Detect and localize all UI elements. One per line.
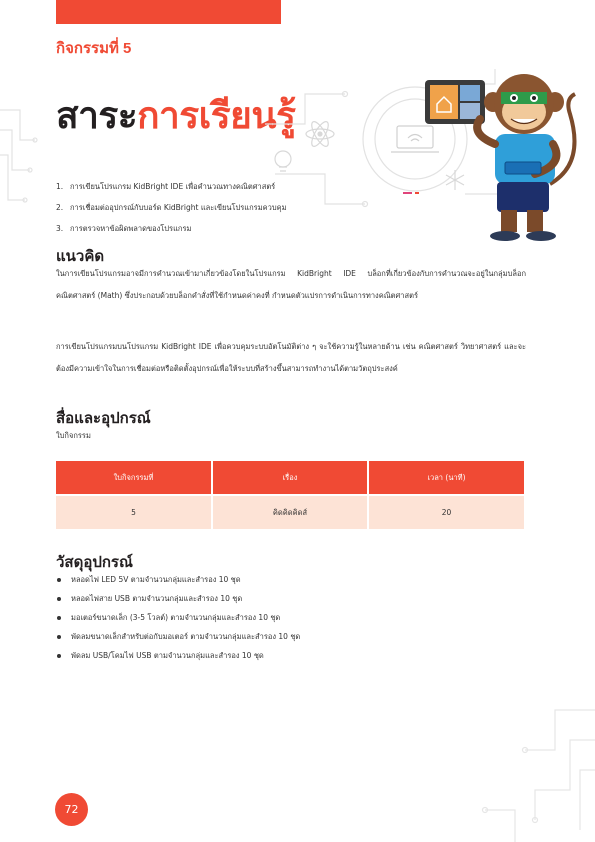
table-row [56, 495, 524, 529]
goal-text: การเขียนโปรแกรม KidBright IDE เพื่อคำนวณทางคณิตศาสตร์ [70, 182, 276, 191]
page-title [56, 92, 296, 140]
table-header-cell: เวลา (นาที) [368, 461, 524, 495]
table-header-row [56, 461, 524, 495]
bullet-icon [57, 597, 61, 601]
list-item [56, 180, 287, 201]
laptop-icon [391, 126, 439, 152]
list-item [56, 630, 300, 649]
goal-number: 2. [56, 203, 64, 212]
goal-number: 1. [56, 182, 64, 191]
list-item [56, 611, 300, 630]
material-text: มอเตอร์ขนาดเล็ก (3-5 โวลต์) ตามจำนวนกลุ่มและสำรอง 10 ชุด [71, 613, 281, 622]
circuit-decoration-bottom-right [455, 690, 595, 842]
bullet-icon [57, 635, 61, 639]
list-item [56, 222, 287, 243]
tablet-icon [425, 80, 485, 124]
monkey-mascot-illustration [265, 64, 595, 250]
atom-icon [306, 119, 334, 148]
concept-paragraph-2: การเขียนโปรแกรมบนโปรแกรม KidBright IDE เพื่อควบคุมระบบอัตโนมัติต่าง ๆ จะใช้ความรู้ในหลายด้าน เช่น คณิตศาสตร์ วิทยาศาสตร์ และจะต้องมีความเข้าใจในการเชื่อมต่อหรือติดตั้งอุปกรณ์เพื่อให้ระบบที่สร้างขึ้นสามารถทำงานได้ตามวัตถุประสงค์ [56, 342, 526, 373]
table-cell: คิดคิดคิดส์ [212, 495, 368, 529]
circuit-decoration-left [0, 100, 50, 230]
materials-list [56, 573, 300, 668]
lightbulb-icon [275, 151, 291, 171]
table-cell: 5 [56, 495, 212, 529]
activity-label: กิจกรรมที่ 5 [56, 40, 132, 57]
material-text: หลอดไฟสาย USB ตามจำนวนกลุ่มและสำรอง 10 ชุด [71, 594, 243, 603]
page-title-red: การเรียนรู้ [137, 95, 296, 136]
bullet-icon [57, 654, 61, 658]
list-item [56, 201, 287, 222]
goal-number: 3. [56, 224, 64, 233]
concept-heading: แนวคิด [56, 248, 105, 265]
snowflake-icon [446, 170, 464, 190]
bullet-icon [57, 578, 61, 582]
list-item [56, 573, 300, 592]
activity-table [56, 461, 524, 529]
table-header-cell: ใบกิจกรรมที่ [56, 461, 212, 495]
header-accent-bar [56, 0, 281, 24]
learning-goals-list [56, 180, 287, 243]
page-number: 72 [55, 793, 88, 826]
table-header-cell: เรื่อง [212, 461, 368, 495]
page-title-dark: สาระ [56, 95, 138, 136]
material-text: พัดลมขนาดเล็กสำหรับต่อกับมอเตอร์ ตามจำนวนกลุ่มและสำรอง 10 ชุด [71, 632, 301, 641]
materials-heading: วัสดุอุปกรณ์ [56, 554, 133, 571]
table-cell: 20 [368, 495, 524, 529]
list-item [56, 649, 300, 668]
bullet-icon [57, 616, 61, 620]
material-text: หลอดไฟ LED 5V ตามจำนวนกลุ่มและสำรอง 10 ชุด [71, 575, 241, 584]
list-item [56, 592, 300, 611]
goal-text: การตรวจหาข้อผิดพลาดของโปรแกรม [70, 224, 192, 233]
media-heading: สื่อและอุปกรณ์ [56, 410, 151, 427]
media-note: ใบกิจกรรม [56, 431, 91, 440]
goal-text: การเชื่อมต่ออุปกรณ์กับบอร์ด KidBright และเขียนโปรแกรมควบคุม [70, 203, 287, 212]
concept-paragraph-1: ในการเขียนโปรแกรมอาจมีการคำนวณเข้ามาเกี่ยวข้องโดยในโปรแกรม KidBright IDE บล็อกที่เกี่ยวข้องกับการคำนวณจะอยู่ในกลุ่มบล็อกคณิตศาสตร์ (Math) ซึ่งประกอบด้วยบล็อกคำสั่งที่ใช้กำหนดค่าคงที่ กำหนดตัวแปรการดำเนินการทางคณิตศาสตร์ [56, 269, 526, 300]
material-text: พัดลม USB/โคมไฟ USB ตามจำนวนกลุ่มและสำรอง 10 ชุด [71, 651, 264, 660]
